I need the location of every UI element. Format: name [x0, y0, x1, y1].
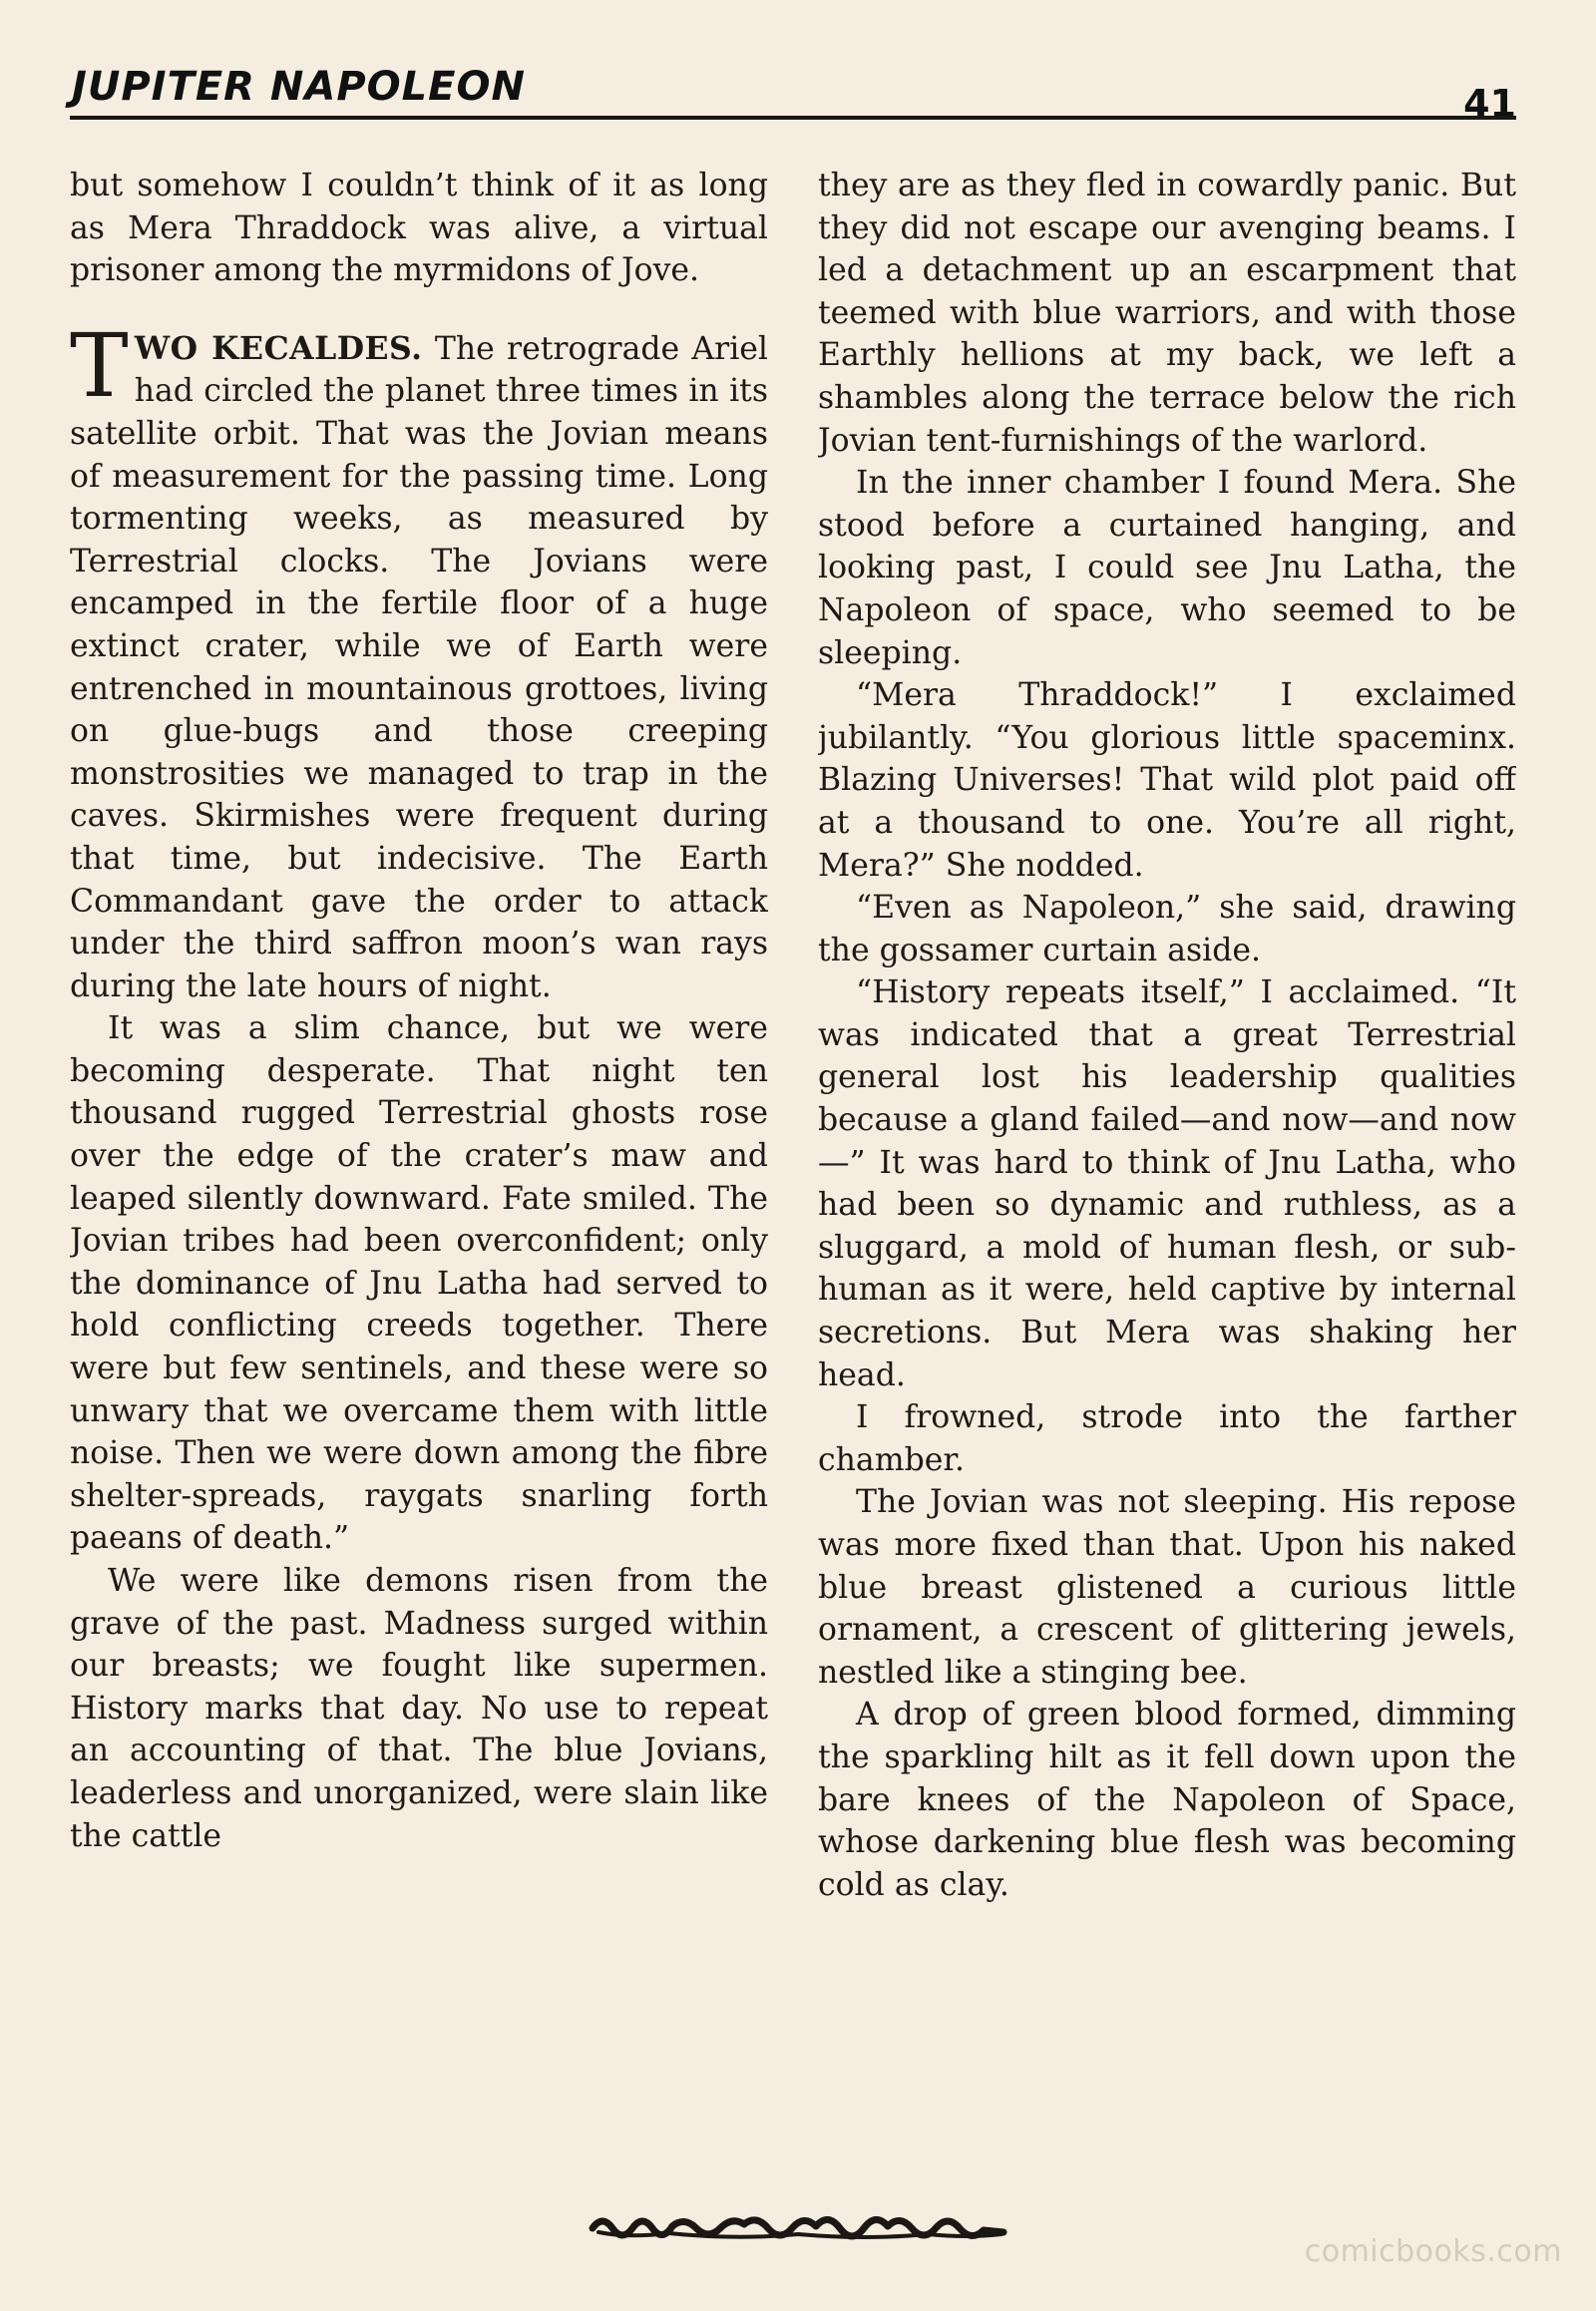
- section-heading-paragraph: [70, 313, 768, 1008]
- watermark: comicbooks.com: [1304, 2234, 1562, 2269]
- page-number: 41: [1463, 82, 1516, 126]
- paragraph: “Mera Thraddock!” I exclaimed jubilantly. “You glorious little spaceminx. Blazing Universes! That wild plot paid off at a thousand to one. You’re all right, Mera?” She nodded.: [818, 677, 1516, 884]
- running-title: JUPITER NAPOLEON: [72, 64, 526, 110]
- wavy-end-rule-icon: [589, 2206, 1007, 2246]
- paragraph: “History repeats itself,” I acclaimed. “It was indicated that a great Terrestrial general lost his leadership qualities because a gland failed—and now—and now—” It was hard to think of Jnu Latha, who had been so dynamic and ruthless, as a sluggard, a mold of human flesh, or sub-human as it were, held captive by internal secretions. But Mera was shaking her head.: [818, 974, 1516, 1393]
- right-column: [818, 165, 1516, 2119]
- paragraph: A drop of green blood formed, dimming the sparkling hilt as it fell down upon the bare knees of the Napoleon of Space, whose darkening blue flesh was becoming cold as clay.: [818, 1697, 1516, 1903]
- paragraph: they are as they fled in cowardly panic. But they did not escape our avenging beams. I led a detachment up an escarpment that teemed with blue warriors, and with those Earthly hellions at my back, we left a shambles along the terrace below the rich Jovian tent-furnishings of the warlord.: [818, 168, 1516, 459]
- section-title: WO KECALDES.: [134, 329, 423, 367]
- paragraph: “Even as Napoleon,” she said, drawing the gossamer curtain aside.: [818, 890, 1516, 968]
- section-text: The retrograde Ariel had circled the planet three times in its satellite orbit. That was the Jovian means of measurement for the passing time. Long tormenting weeks, as measured by Terrestrial clocks. The Jovians were encamped in the fertile floor of a huge extinct crater, while we of Earth were entrenched in mountainous grottoes, living on glue-bugs and those creeping monstrosities we managed to trap in the caves. Skirmishes were frequent during that time, but indecisive. The Earth Commandant gave the order to attack under the third saffron moon’s wan rays during the late hours of night.: [70, 330, 768, 1004]
- paragraph: We were like demons risen from the grave of the past. Madness surged within our breasts; we fought like supermen. History marks that day. No use to repeat an accounting of that. The blue Jovians, leaderless and unorganized, were slain like the cattle: [70, 1563, 768, 1854]
- paragraph: but somehow I couldn’t think of it as long as Mera Thraddock was alive, a virtual prisoner among the myrmidons of Jove.: [70, 168, 768, 289]
- left-column: [70, 165, 768, 2119]
- paragraph: The Jovian was not sleeping. His repose was more fixed than that. Upon his naked blue breast glistened a curious little ornament, a crescent of glittering jewels, nestled like a stinging bee.: [818, 1484, 1516, 1691]
- page-header: [70, 60, 1516, 140]
- paragraph: It was a slim chance, but we were becoming desperate. That night ten thousand rugged Terrestrial ghosts rose over the edge of the crater’s maw and leaped silently downward. Fate smiled. The Jovian tribes had been overconfident; only the dominance of Jnu Latha had served to hold conflicting creeds together. There were but few sentinels, and these were so unwary that we overcame them with little noise. Then we were down among the fibre shelter-spreads, raygats snarling forth paeans of death.”: [70, 1010, 768, 1557]
- drop-cap: T: [70, 313, 129, 417]
- paragraph: In the inner chamber I found Mera. She stood before a curtained hanging, and looking past, I could see Jnu Latha, the Napoleon of space, who seemed to be sleeping.: [818, 465, 1516, 671]
- header-rule: [70, 116, 1516, 120]
- paragraph: I frowned, strode into the farther chamber.: [818, 1399, 1516, 1478]
